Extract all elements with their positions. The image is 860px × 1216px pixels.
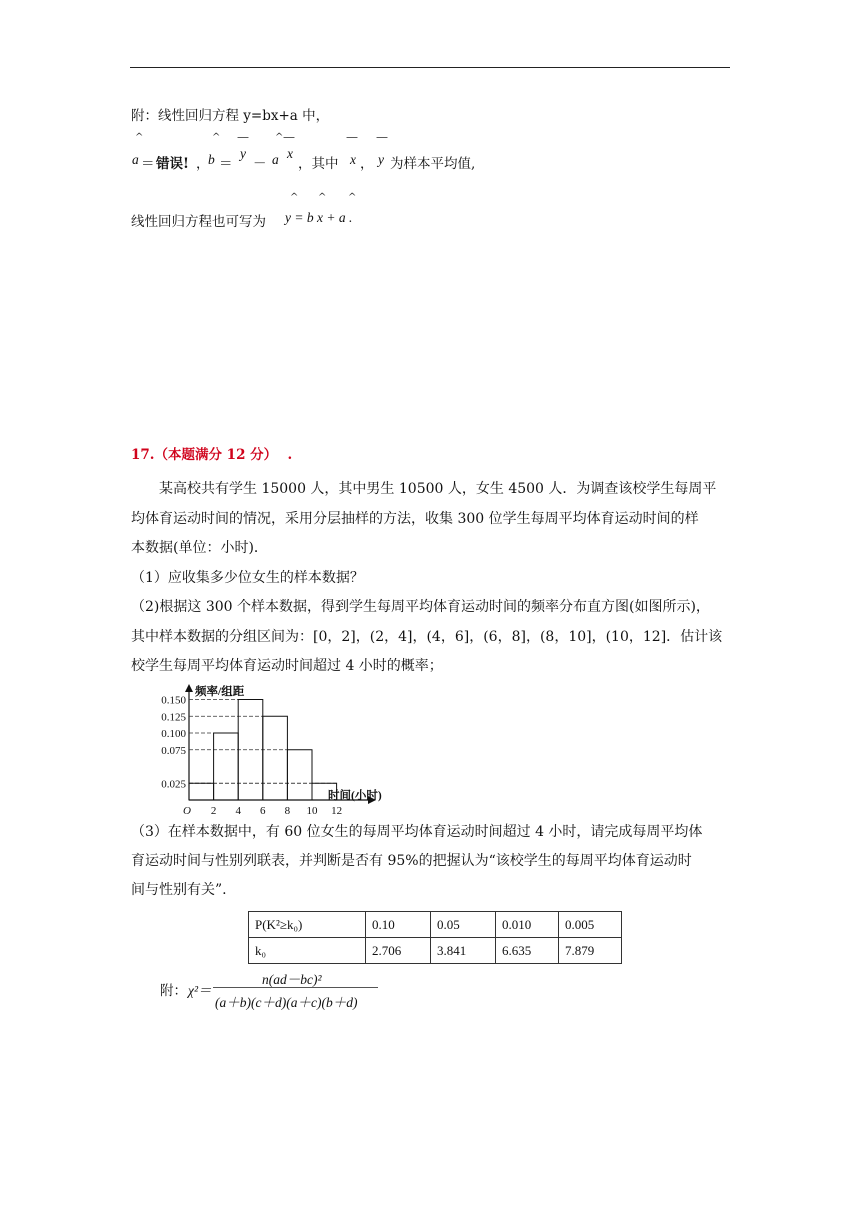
table-cell: 6.635 bbox=[496, 938, 559, 964]
formula-x: x bbox=[287, 146, 293, 161]
bar-mark: — bbox=[283, 130, 295, 144]
part3-line3: 间与性别有关”. bbox=[131, 882, 227, 898]
appendix-line1: 附：线性回归方程 y=bx+a 中， bbox=[131, 108, 330, 124]
intro-line2: 均体育运动时间的情况，采用分层抽样的方法，收集 300 位学生每周平均体育运动时间的样 bbox=[131, 511, 699, 527]
formula-error: 错误! bbox=[156, 156, 189, 172]
hat-mark: ^ bbox=[348, 192, 357, 203]
formula-sep: ， bbox=[360, 156, 374, 172]
part2-line3: 校学生每周平均体育运动时间超过 4 小时的概率； bbox=[131, 658, 443, 674]
appendix-line3-formula: y = b x + a . bbox=[285, 210, 353, 225]
table-cell: 7.879 bbox=[559, 938, 622, 964]
table-cell: 0.010 bbox=[496, 912, 559, 938]
hat-mark: ^ bbox=[135, 132, 144, 143]
formula-tail2: 为样本平均值, bbox=[390, 156, 476, 172]
hat-mark: ^ bbox=[290, 192, 299, 203]
question-dot: . bbox=[287, 447, 293, 463]
hat-mark: ^ bbox=[318, 192, 327, 203]
table-cell: 0.10 bbox=[366, 912, 431, 938]
x-tick-label: 4 bbox=[235, 805, 241, 817]
bar-mark: — bbox=[376, 130, 388, 144]
formula-b-eq: ＝ bbox=[219, 156, 233, 172]
y-tick-label: 0.100 bbox=[161, 728, 186, 740]
bar-mark: — bbox=[237, 130, 249, 144]
x-tick-label: 8 bbox=[284, 805, 291, 817]
y-axis-label: 频率/组距 bbox=[195, 686, 245, 698]
y-axis-arrow bbox=[185, 684, 193, 692]
bar-mark: — bbox=[346, 130, 358, 144]
table-cell: 0.05 bbox=[431, 912, 496, 938]
histogram-chart bbox=[150, 680, 410, 822]
question-number: 17.（本题满分 12 分） bbox=[131, 447, 278, 463]
table-cell: P(K²≥k₀) bbox=[249, 912, 366, 938]
intro-line1: 某高校共有学生 15000 人，其中男生 10500 人，女生 4500 人．为调查该校学生每周平 bbox=[159, 481, 717, 497]
hat-mark: ^ bbox=[212, 132, 221, 143]
formula-denominator: (a＋b)(c＋d)(a＋c)(b＋d) bbox=[215, 995, 358, 1010]
x-tick-label: 10 bbox=[306, 805, 318, 817]
formula-a2: a bbox=[272, 152, 279, 167]
formula-comma: ， bbox=[196, 156, 210, 172]
critical-value-table bbox=[248, 911, 622, 964]
header-rule bbox=[130, 67, 730, 68]
part3-line2: 育运动时间与性别列联表，并判断是否有 95%的把握认为“该校学生的每周平均体育运动时 bbox=[131, 853, 692, 869]
x-axis-label: 时间(小时) bbox=[328, 790, 382, 802]
formula-a: a bbox=[132, 152, 139, 167]
question-heading bbox=[131, 443, 292, 463]
formula-numerator: n(ad－bc)² bbox=[262, 972, 322, 987]
part2-line2: 其中样本数据的分组区间为：[0，2]，(2，4]，(4，6]，(6，8]，(8，10]，(10，12]．估计该 bbox=[131, 629, 723, 645]
x-tick-label: 12 bbox=[331, 805, 343, 817]
formula-y: y bbox=[240, 146, 246, 161]
histogram-bar bbox=[189, 783, 214, 800]
table-row bbox=[249, 938, 622, 964]
formula-x2: x bbox=[350, 152, 356, 167]
x-tick-label: 6 bbox=[260, 805, 266, 817]
appendix2-prefix: 附： bbox=[160, 983, 187, 999]
formula-y2: y bbox=[378, 152, 384, 167]
y-tick-label: 0.075 bbox=[161, 744, 186, 757]
origin-label: O bbox=[183, 805, 191, 817]
y-tick-label: 0.125 bbox=[161, 711, 186, 724]
table-cell: 3.841 bbox=[431, 938, 496, 964]
fraction-bar bbox=[213, 987, 378, 988]
table-cell: k₀ bbox=[249, 938, 366, 964]
part1: （1）应收集多少位女生的样本数据？ bbox=[131, 570, 364, 586]
part2-line1: （2)根据这 300 个样本数据，得到学生每周平均体育运动时间的频率分布直方图(如图所示)， bbox=[131, 599, 710, 615]
table-cell: 0.005 bbox=[559, 912, 622, 938]
y-tick-label: 0.025 bbox=[161, 778, 186, 791]
table-cell: 2.706 bbox=[366, 938, 431, 964]
formula-eq: ＝ bbox=[141, 156, 155, 172]
formula-tail1: ，其中 bbox=[298, 156, 339, 172]
table-row bbox=[249, 912, 622, 938]
intro-line3: 本数据(单位：小时)． bbox=[131, 540, 268, 556]
part3-line1: （3）在样本数据中，有 60 位女生的每周平均体育运动时间超过 4 小时，请完成每周平均体 bbox=[131, 824, 703, 840]
histogram-bar bbox=[263, 716, 288, 800]
y-tick-label: 0.150 bbox=[161, 694, 186, 707]
histogram-bar bbox=[214, 733, 239, 800]
histogram-bar bbox=[287, 750, 312, 800]
appendix-line3-prefix: 线性回归方程也可写为 bbox=[131, 214, 266, 230]
formula-minus: － bbox=[253, 156, 267, 172]
chi-square-symbol: χ²＝ bbox=[188, 983, 212, 998]
x-tick-label: 2 bbox=[210, 805, 217, 817]
formula-b: b bbox=[208, 152, 215, 167]
hat-mark: ^ bbox=[275, 132, 284, 143]
